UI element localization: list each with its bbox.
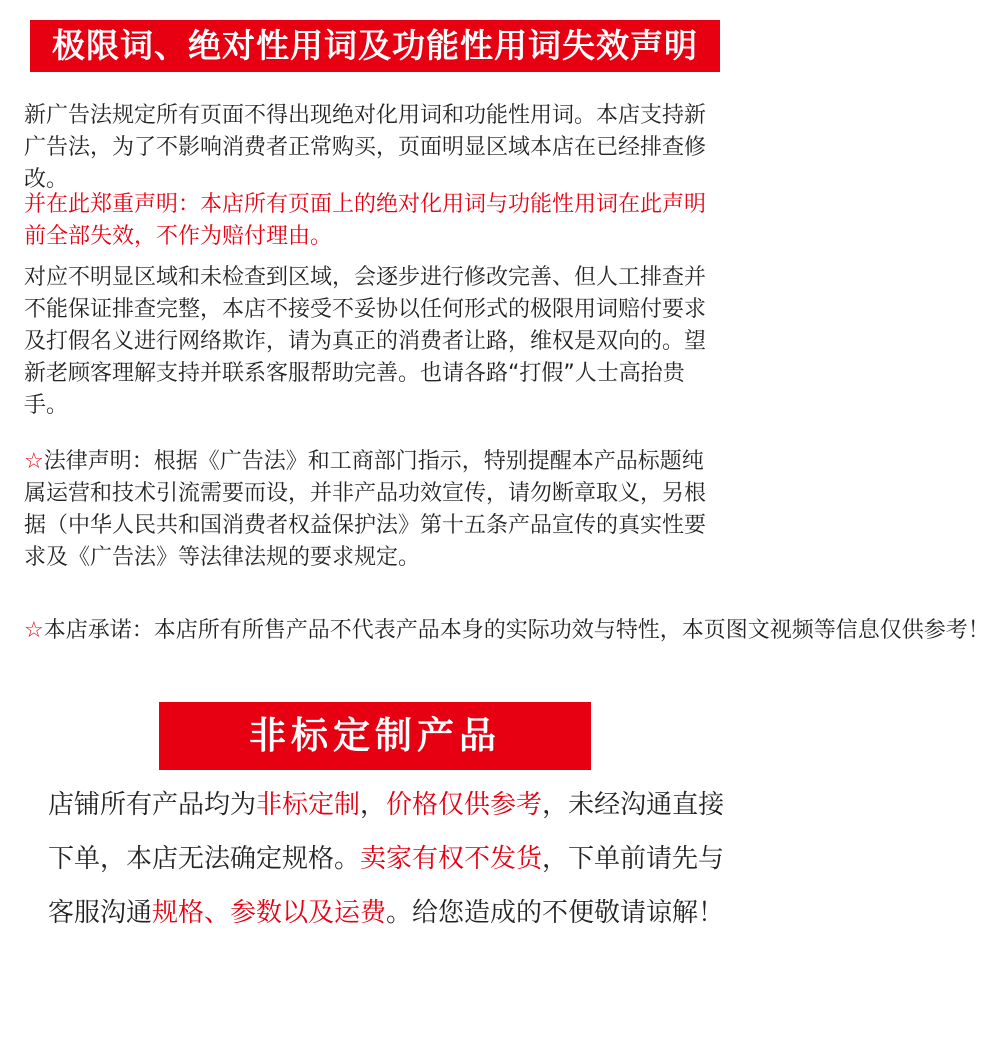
- notice-highlight: 卖家有权不发货: [360, 844, 543, 874]
- star-icon: ☆: [24, 449, 44, 474]
- notice-text: 。给您造成的不便敬请谅解！: [386, 898, 725, 928]
- anti-fraud-paragraph: 对应不明显区域和未检查到区域，会逐步进行修改完善、但人工排查并不能保证排查完整，本店不接受不妥协以任何形式的极限用词赔付要求及打假名义进行网络欺诈，请为真正的消费者让路，维权是双向的。望新老顾客理解支持并联系客服帮助完善。也请各路“打假”人士高抬贵手。: [24, 265, 707, 418]
- custom-product-notice: [48, 778, 728, 940]
- void-declaration-paragraph: 并在此郑重声明：本店所有页面上的绝对化用词与功能性用词在此声明前全部失效，不作为赔付理由。: [24, 192, 707, 249]
- notice-text: ，: [360, 790, 387, 820]
- store-promise-text: 本店承诺：本店所有所售产品不代表产品本身的实际功效与特性，本页图文视频等信息仅供参考！: [43, 618, 990, 643]
- notice-text: ，未经沟通直接下单，本店无法确定规格。: [48, 790, 725, 874]
- legal-statement-text: 法律声明：根据《广告法》和工商部门指示，特别提醒本产品标题纯属运营和技术引流需要而设，并非产品功效宣传，请勿断章取义，另根据（中华人民共和国消费者权益保护法》第十五条产品宣传的真实性要求及《广告法》等法律法规的要求规定。: [24, 449, 707, 570]
- custom-product-banner: 非标定制产品: [159, 702, 591, 770]
- notice-highlight: 价格仅供参考: [386, 790, 543, 820]
- star-icon: ☆: [24, 618, 44, 643]
- notice-highlight: 非标定制: [256, 790, 361, 820]
- legal-statement-paragraph: [24, 446, 724, 574]
- notice-highlight: 规格、参数以及运费: [152, 898, 387, 928]
- notice-text: 店铺所有产品均为: [48, 790, 257, 820]
- disclaimer-title-banner: 极限词、绝对性用词及功能性用词失效声明: [30, 20, 720, 72]
- ad-law-paragraph: 新广告法规定所有页面不得出现绝对化用词和功能性用词。本店支持新广告法，为了不影响消费者正常购买，页面明显区域本店在已经排查修改。: [24, 103, 707, 192]
- notice-text: ，下单前请先与客服沟通: [48, 844, 725, 928]
- store-promise-paragraph: [24, 615, 990, 647]
